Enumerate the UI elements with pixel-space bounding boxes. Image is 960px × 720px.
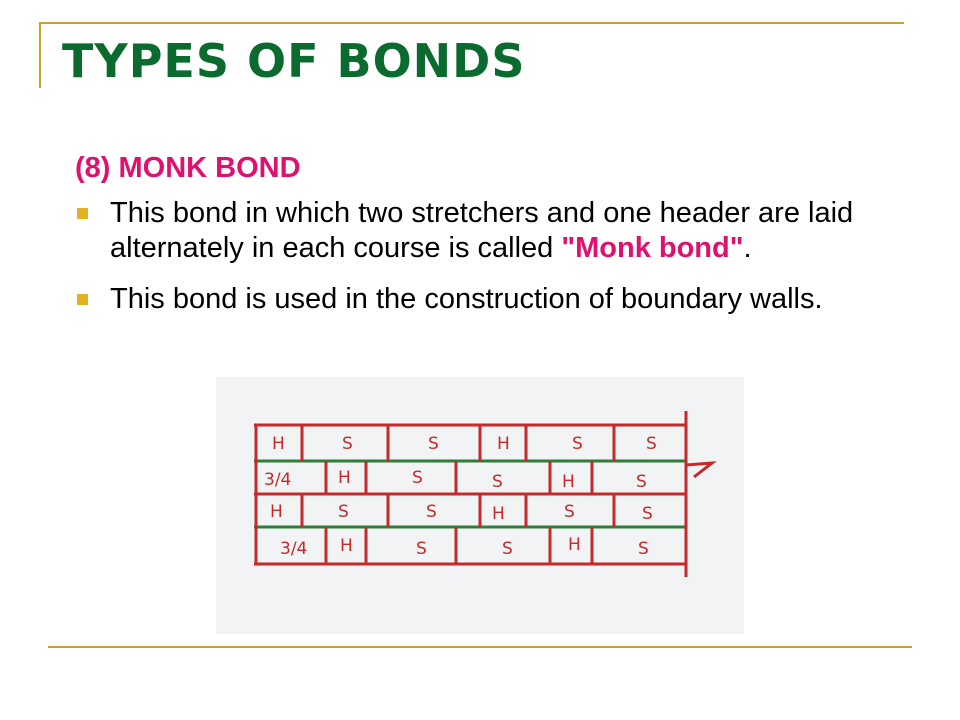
bullet-square-icon (77, 208, 88, 219)
left-rule (39, 22, 41, 88)
brick-label: S (564, 502, 575, 522)
monk-bond-sketch (216, 377, 744, 634)
brick-label: H (338, 468, 351, 488)
monk-bond-diagram (216, 377, 744, 634)
brick-label: S (412, 468, 423, 488)
bullet-usage-text: This bond is used in the construction of boundary walls. (110, 283, 823, 315)
bullet-list (70, 196, 890, 317)
break-mark (686, 463, 712, 477)
bullet-definition (70, 196, 890, 266)
brick-label: H (270, 502, 283, 522)
brick-label: S (642, 504, 653, 524)
brick-label: H (497, 434, 510, 454)
brick-label: S (638, 539, 649, 559)
joints-course-2 (326, 461, 592, 494)
brick-label: S (416, 539, 427, 559)
brick-label: S (428, 434, 439, 454)
brick-label: H (340, 536, 353, 556)
bullet-usage (70, 282, 890, 317)
brick-label: H (562, 472, 575, 492)
bullet-definition-end: . (743, 232, 752, 264)
brick-label: 3/4 (280, 539, 308, 559)
joints-course-4 (326, 527, 592, 564)
bullet-square-icon (77, 294, 88, 305)
brick-label: H (568, 535, 581, 555)
brick-label: S (646, 434, 657, 454)
brick-label: 3/4 (264, 470, 292, 490)
brick-label: S (426, 502, 437, 522)
top-rule (40, 22, 904, 24)
brick-label: H (272, 434, 285, 454)
bottom-rule (48, 646, 912, 648)
bullet-definition-text: This bond in which two stretchers and one header are laid alternately in each course is called (110, 197, 854, 264)
brick-label: S (492, 472, 503, 492)
brick-label: S (342, 434, 353, 454)
section-heading: (8) MONK BOND (75, 152, 301, 184)
brick-label: S (572, 434, 583, 454)
brick-label: S (338, 502, 349, 522)
slide-title: TYPES OF BONDS (62, 34, 526, 88)
monk-bond-term: "Monk bond" (561, 232, 744, 264)
brick-label: S (636, 472, 647, 492)
brick-label: S (502, 539, 513, 559)
brick-label: H (492, 504, 505, 524)
